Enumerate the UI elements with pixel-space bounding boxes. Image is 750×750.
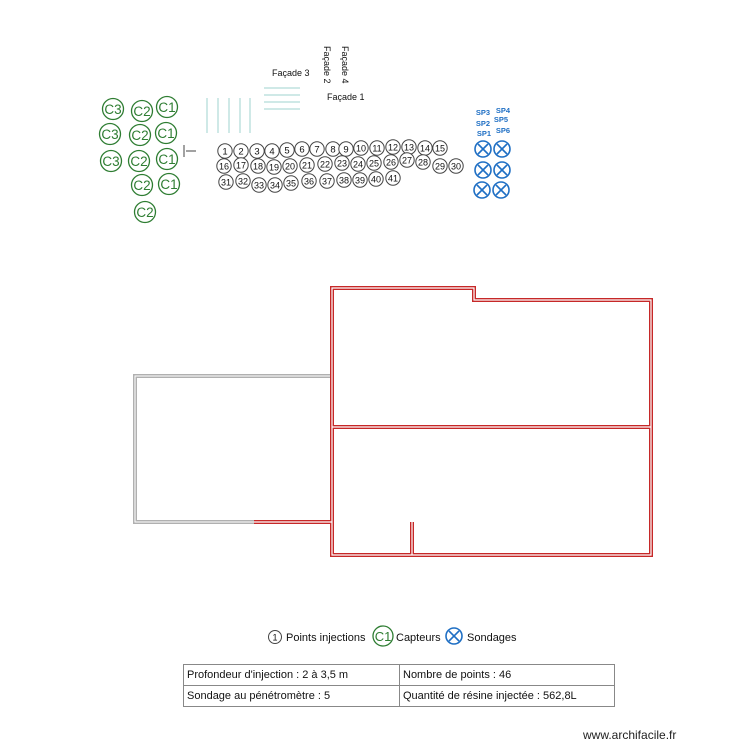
facade-2-label: Façade 2 <box>322 46 332 84</box>
injection-point <box>280 143 294 157</box>
sondage-symbol <box>494 162 510 178</box>
table-cell: Nombre de points : 46 <box>400 665 615 686</box>
sondage-symbol <box>494 141 510 157</box>
sondage-label: SP5 <box>493 115 509 124</box>
legend <box>269 626 518 646</box>
facade-3-label: Façade 3 <box>272 68 310 78</box>
injection-point <box>265 144 279 158</box>
capteur <box>132 175 153 196</box>
capteur-label: C2 <box>133 104 151 119</box>
injection-point-label: 26 <box>385 157 397 168</box>
injection-point-label: 7 <box>314 144 320 156</box>
info-table <box>183 664 615 707</box>
capteur-label: C3 <box>104 102 122 117</box>
injection-point <box>418 141 432 155</box>
injection-point-label: 31 <box>220 177 232 188</box>
injection-point <box>433 141 447 155</box>
injection-point <box>283 159 297 173</box>
injection-point <box>302 174 316 188</box>
capteur <box>157 97 178 118</box>
injection-point <box>234 158 248 172</box>
injection-point <box>449 159 463 173</box>
capteurs-group <box>100 97 180 223</box>
injection-point <box>433 159 447 173</box>
capteur-label: C1 <box>160 177 178 192</box>
legend-sondage-symbol <box>446 628 462 644</box>
injection-point <box>367 156 381 170</box>
injection-point-label: 37 <box>321 176 333 187</box>
injection-point-label: 19 <box>268 162 280 173</box>
injection-point-label: 9 <box>343 144 349 156</box>
main-building-wall <box>332 522 412 555</box>
table-row <box>184 665 615 686</box>
injection-point-label: 17 <box>235 160 247 171</box>
main-building-wall <box>254 288 651 555</box>
capteur-label: C3 <box>102 154 120 169</box>
sondage-symbol <box>474 182 490 198</box>
injection-point-label: 25 <box>368 158 380 169</box>
injection-point-label: 2 <box>238 146 244 158</box>
injection-point-label: 4 <box>269 146 275 158</box>
sondages-group <box>474 106 511 198</box>
capteur <box>157 149 178 170</box>
injection-point <box>370 141 384 155</box>
injection-point-label: 39 <box>354 175 366 186</box>
injection-point-label: 24 <box>352 159 364 170</box>
injection-point <box>402 140 416 154</box>
facade-1-label: Façade 1 <box>327 92 365 102</box>
facade-4-label: Façade 4 <box>340 46 350 84</box>
injection-point <box>284 176 298 190</box>
legend-injection-label: Points injections <box>286 632 366 644</box>
injection-point <box>354 141 368 155</box>
injection-point-label: 5 <box>284 145 290 157</box>
injection-point-label: 40 <box>370 174 382 185</box>
building-plan <box>135 288 651 555</box>
table-cell: Profondeur d'injection : 2 à 3,5 m <box>184 665 400 686</box>
injection-point-label: 32 <box>237 176 249 187</box>
capteur <box>101 151 122 172</box>
capteur <box>132 101 153 122</box>
injection-point-label: 38 <box>338 175 350 186</box>
legend-capteur-sample: C1 <box>374 629 392 644</box>
legend-injection-sample: 1 <box>272 632 278 643</box>
capteur <box>135 202 156 223</box>
injection-point-label: 33 <box>253 180 265 191</box>
capteur <box>159 174 180 195</box>
injection-point-label: 16 <box>218 161 230 172</box>
capteur <box>156 123 177 144</box>
sondage-label: SP1 <box>476 129 492 138</box>
legend-capteur-label: Capteurs <box>396 632 441 644</box>
site-credit: www.archifacile.fr <box>583 728 677 742</box>
injection-point <box>252 178 266 192</box>
capteur <box>129 151 150 172</box>
injection-point-label: 11 <box>372 143 382 154</box>
capteur-label: C2 <box>133 178 151 193</box>
injection-point <box>386 140 400 154</box>
sondage-label: SP2 <box>475 119 491 128</box>
sondage-label: SP3 <box>475 108 491 117</box>
injection-point-label: 35 <box>285 178 297 189</box>
injection-point-label: 12 <box>387 142 399 153</box>
injection-point <box>326 142 340 156</box>
injection-point <box>234 144 248 158</box>
annex-wall <box>135 376 332 522</box>
injection-points-group <box>217 140 463 192</box>
injection-point <box>268 178 282 192</box>
injection-point <box>335 156 349 170</box>
injection-point <box>217 159 231 173</box>
injection-point <box>353 173 367 187</box>
injection-point <box>218 144 232 158</box>
sondage-symbol <box>475 141 491 157</box>
sondage-label: SP6 <box>495 126 511 135</box>
injection-point-label: 27 <box>401 155 413 166</box>
injection-point <box>416 155 430 169</box>
table-cell: Quantité de résine injectée : 562,8L <box>400 686 615 707</box>
injection-point-label: 34 <box>269 180 281 191</box>
injection-point <box>267 160 281 174</box>
injection-point <box>384 155 398 169</box>
injection-point-label: 8 <box>330 144 336 156</box>
capteur-label: C2 <box>136 205 154 220</box>
sondage-label: SP4 <box>495 106 511 115</box>
capteur-label: C2 <box>131 128 149 143</box>
injection-point-label: 6 <box>299 144 305 156</box>
injection-point-label: 36 <box>303 176 315 187</box>
injection-point <box>300 158 314 172</box>
injection-point <box>295 142 309 156</box>
main-building-wall-core <box>254 288 651 555</box>
capteur-label: C1 <box>158 100 176 115</box>
injection-point <box>351 157 365 171</box>
injection-point <box>337 173 351 187</box>
injection-point-label: 30 <box>450 161 462 172</box>
capteur <box>130 125 151 146</box>
injection-point <box>369 172 383 186</box>
injection-point-label: 14 <box>419 143 431 154</box>
injection-point <box>250 144 264 158</box>
injection-point <box>219 175 233 189</box>
injection-point <box>310 142 324 156</box>
legend-sondage-label: Sondages <box>467 632 517 644</box>
injection-point-label: 41 <box>387 173 399 184</box>
injection-point <box>339 142 353 156</box>
injection-point-label: 21 <box>301 160 313 171</box>
capteur-label: C2 <box>130 154 148 169</box>
injection-point-label: 20 <box>284 161 296 172</box>
injection-point-label: 18 <box>252 161 264 172</box>
capteur <box>103 99 124 120</box>
injection-point-label: 28 <box>417 157 429 168</box>
capteur-label: C1 <box>157 126 175 141</box>
table-cell: Sondage au pénétromètre : 5 <box>184 686 400 707</box>
sondage-symbol <box>493 182 509 198</box>
injection-point <box>236 174 250 188</box>
capteur-label: C1 <box>158 152 176 167</box>
annex-wall <box>135 376 332 522</box>
injection-point-label: 10 <box>355 143 367 154</box>
injection-point-label: 1 <box>222 146 228 158</box>
injection-point <box>251 159 265 173</box>
injection-point-label: 22 <box>319 159 331 170</box>
injection-point <box>386 171 400 185</box>
injection-point <box>320 174 334 188</box>
capteur-label: C3 <box>101 127 119 142</box>
injection-point <box>318 157 332 171</box>
injection-point-label: 23 <box>336 158 348 169</box>
injection-point-label: 13 <box>403 142 415 153</box>
injection-point <box>400 153 414 167</box>
capteur <box>100 124 121 145</box>
table-row <box>184 686 615 707</box>
sondage-symbol <box>475 162 491 178</box>
injection-point-label: 3 <box>254 146 260 158</box>
injection-point-label: 29 <box>434 161 446 172</box>
injection-point-label: 15 <box>434 143 446 154</box>
facade-marks <box>207 88 300 133</box>
